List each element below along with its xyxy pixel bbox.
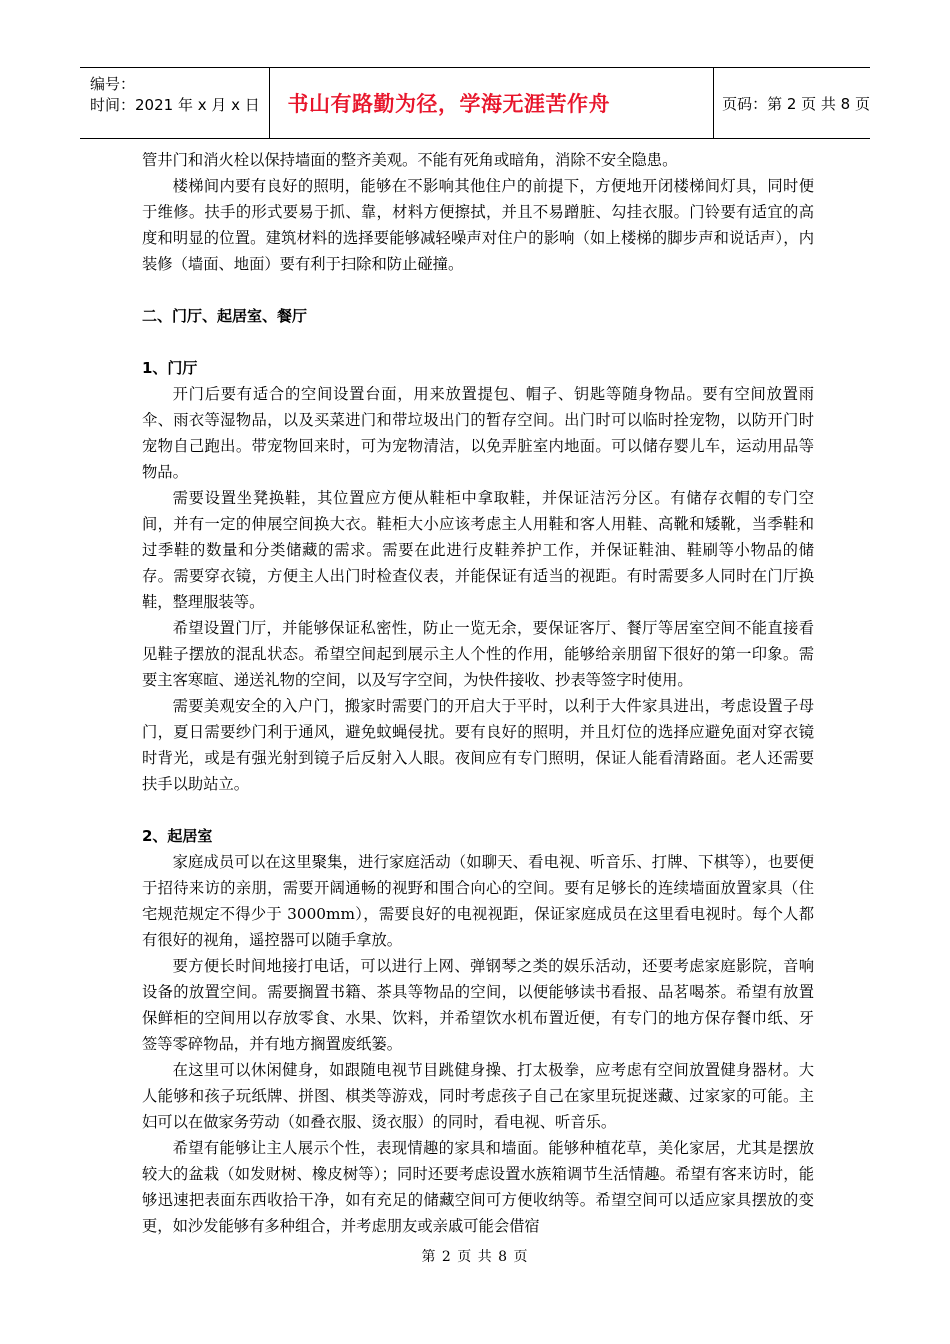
paragraph: 家庭成员可以在这里聚集，进行家庭活动（如聊天、看电视、听音乐、打牌、下棋等），也要便于招待来访的亲朋，需要开阔通畅的视野和围合向心的空间。要有足够长的连续墙面放置家具（住宅规范规定不得少于 3000mm），需要良好的电视视距，保证家庭成员在这里看电视时。每个人都有很好的视角，遥控器可以随手拿放。 — [142, 853, 814, 949]
section-heading: 二、门厅、起居室、餐厅 — [142, 307, 308, 325]
paragraph: 要方便长时间地接打电话，可以进行上网、弹钢琴之类的娱乐活动，还要考虑家庭影院，音响设备的放置空间。需要搁置书籍、茶具等物品的空间，以便能够读书看报、品茗喝茶。希望有放置保鲜柜的空间用以存放零食、水果、饮料，并希望饮水机布置近便，有专门的地方保存餐巾纸、牙签等零碎物品，并有地方搁置废纸篓。 — [142, 957, 814, 1053]
paragraph: 希望有能够让主人展示个性，表现情趣的家具和墙面。能够种植花草，美化家居，尤其是摆放较大的盆栽（如发财树、橡皮树等）；同时还要考虑设置水族箱调节生活情趣。希望有客来访时，能够迅速把表面东西收拾干净，如有充足的储藏空间可方便收纳等。希望空间可以适应家具摆放的变更，如沙发能够有多种组合，并考虑朋友或亲戚可能会借宿 — [142, 1139, 814, 1235]
document-body — [142, 147, 814, 1239]
paragraph: 需要设置坐凳换鞋，其位置应方便从鞋柜中拿取鞋，并保证洁污分区。有储存衣帽的专门空间，并有一定的伸展空间换大衣。鞋柜大小应该考虑主人用鞋和客人用鞋、高靴和矮靴，当季鞋和过季鞋的数量和分类储藏的需求。需要在此进行皮鞋养护工作，并保证鞋油、鞋刷等小物品的储存。需要穿衣镜，方便主人出门时检查仪表，并能保证有适当的视距。有时需要多人同时在门厅换鞋，整理服装等。 — [142, 489, 814, 611]
paragraph: 希望设置门厅，并能够保证私密性，防止一览无余，要保证客厅、餐厅等居室空间不能直接看见鞋子摆放的混乱状态。希望空间起到展示主人个性的作用，能够给亲朋留下很好的第一印象。需要主客寒暄、递送礼物的空间，以及写字空间，为快件接收、抄表等签字时使用。 — [142, 619, 814, 689]
footer-page-number: 第 2 页 共 8 页 — [421, 1249, 529, 1265]
subsection-heading: 2、起居室 — [142, 827, 213, 845]
paragraph: 在这里可以休闲健身，如跟随电视节目跳健身操、打太极拳，应考虑有空间放置健身器材。大人能够和孩子玩纸牌、拼图、棋类等游戏，同时考虑孩子自己在家里玩捉迷藏、过家家的可能。主妇可以在做家务劳动（如叠衣服、烫衣服）的同时，看电视、听音乐。 — [142, 1061, 814, 1131]
page-footer — [0, 1246, 950, 1266]
subsection-heading: 1、门厅 — [142, 359, 198, 377]
document-number-label: 编号： — [90, 75, 136, 93]
document-date: 时间：2021 年 x 月 x 日 — [90, 96, 260, 114]
paragraph: 楼梯间内要有良好的照明，能够在不影响其他住户的前提下，方便地开闭楼梯间灯具，同时便于维修。扶手的形式要易于抓、靠，材料方便擦拭，并且不易蹭脏、勾挂衣服。门铃要有适宜的高度和明显的位置。建筑材料的选择要能够减轻噪声对住户的影响（如上楼梯的脚步声和说话声），内装修（墙面、地面）要有利于扫除和防止碰撞。 — [142, 177, 814, 273]
header-motto: 书山有路勤为径，学海无涯苦作舟 — [287, 92, 611, 116]
paragraph: 开门后要有适合的空间设置台面，用来放置提包、帽子、钥匙等随身物品。要有空间放置雨伞、雨衣等湿物品，以及买菜进门和带垃圾出门的暂存空间。出门时可以临时拴宠物，以防开门时宠物自己跑出。带宠物回来时，可为宠物清洁，以免弄脏室内地面。可以储存婴儿车，运动用品等物品。 — [142, 385, 814, 481]
paragraph: 需要美观安全的入户门，搬家时需要门的开启大于平时，以利于大件家具进出，考虑设置子母门，夏日需要纱门利于通风，避免蚊蝇侵扰。要有良好的照明，并且灯位的选择应避免面对穿衣镜时背光，或是有强光射到镜子后反射入人眼。夜间应有专门照明，保证人能看清路面。老人还需要扶手以助站立。 — [142, 697, 814, 793]
page-header — [80, 67, 870, 139]
header-page-info — [714, 68, 870, 138]
header-meta — [80, 68, 270, 138]
header-motto-cell — [270, 68, 715, 138]
paragraph: 管井门和消火栓以保持墙面的整齐美观。不能有死角或暗角，消除不安全隐患。 — [142, 151, 678, 169]
header-page-number: 页码：第 2 页 共 8 页 — [722, 94, 870, 113]
